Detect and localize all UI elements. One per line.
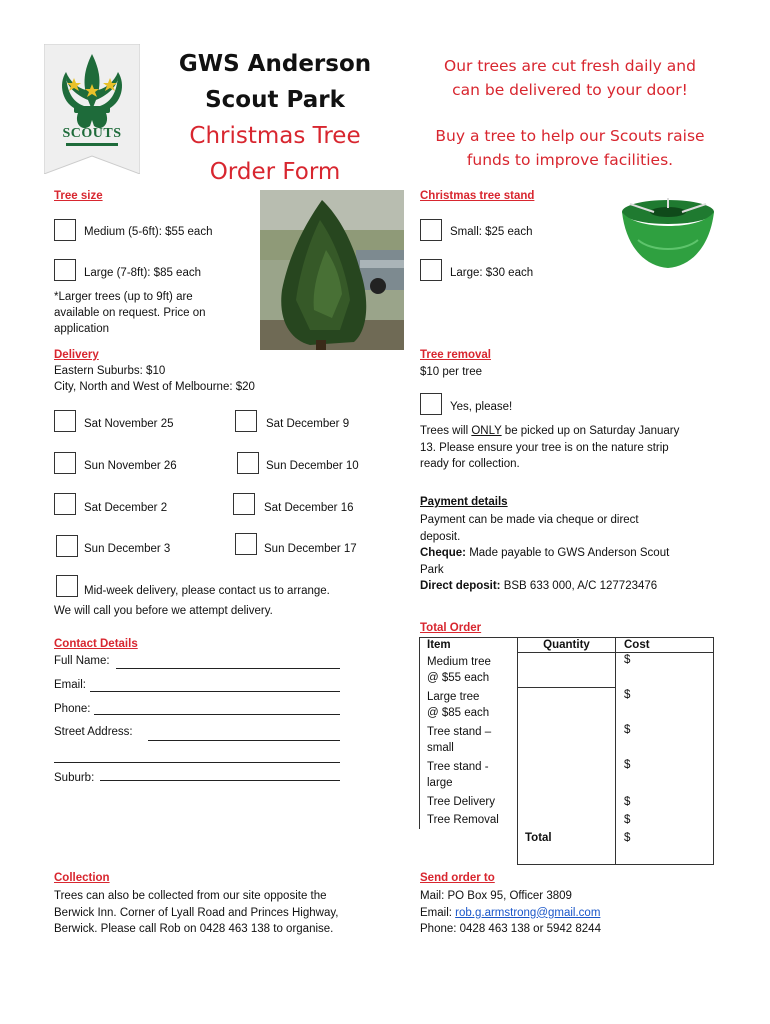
collection-body: [54, 888, 338, 938]
removal-note-line-2: 13. Please ensure your tree is on the nature strip: [420, 441, 669, 454]
cheque-label: Cheque:: [420, 547, 466, 559]
full-name-label: Full Name:: [54, 655, 110, 667]
street-field-line-2[interactable]: [54, 762, 340, 763]
item-large-l1: Large tree: [427, 690, 480, 703]
date-checkbox-sat-dec-2[interactable]: [54, 493, 76, 515]
stand-large-checkbox[interactable]: [420, 259, 442, 281]
payment-deposit: [420, 578, 669, 595]
send-email-label: Email:: [420, 906, 456, 919]
collection-line-1: Trees can also be collected from our site opposite the: [54, 890, 327, 902]
removal-heading: Tree removal: [420, 349, 491, 361]
phone-label: Phone:: [54, 703, 91, 715]
cheque-text: Made payable to GWS Anderson Scout: [466, 547, 670, 559]
stand-large-label: Large: $30 each: [450, 267, 534, 279]
order-table: [419, 637, 714, 865]
col-qty-header: Quantity: [518, 638, 616, 653]
email-label: Email:: [54, 679, 86, 691]
cost-large[interactable]: $: [616, 688, 714, 723]
logo-text: SCOUTS: [62, 126, 122, 141]
removal-note-only: ONLY: [471, 425, 502, 437]
order-row-stand-large: [420, 758, 714, 793]
removal-price: $10 per tree: [420, 366, 483, 378]
col-cost-header: Cost: [616, 638, 714, 653]
date-label-sat-dec-16: Sat December 16: [264, 502, 354, 514]
order-row-large: [420, 688, 714, 723]
street-label: Street Address:: [54, 726, 133, 738]
removal-note-pre: Trees will: [420, 425, 472, 437]
order-row-medium: [420, 653, 714, 688]
payment-cheque: [420, 545, 669, 562]
delivery-eastern: Eastern Suburbs: $10: [54, 365, 166, 377]
suburb-field[interactable]: [100, 780, 340, 781]
cost-removal[interactable]: $: [616, 811, 714, 829]
page-title: [150, 46, 400, 190]
item-stand-small-l2: small: [427, 742, 454, 754]
send-phone: Phone: 0428 463 138 or 5942 8244: [420, 923, 601, 935]
deposit-label: Direct deposit:: [420, 580, 501, 592]
subtitle-line-2: Order Form: [209, 159, 341, 185]
collection-line-3: Berwick. Please call Rob on 0428 463 138 to organise.: [54, 923, 334, 935]
payment-heading: Payment details: [420, 496, 508, 508]
stand-small-checkbox[interactable]: [420, 219, 442, 241]
midweek-checkbox[interactable]: [56, 575, 78, 597]
removal-note-post: be picked up on Saturday January: [501, 425, 680, 437]
collection-line-2: Berwick Inn. Corner of Lyall Road and Princes Highway,: [54, 906, 339, 919]
qty-stand-large-input[interactable]: [518, 758, 616, 793]
total-label: Total: [518, 829, 616, 865]
large-tree-checkbox[interactable]: [54, 259, 76, 281]
tagline-fresh-line-2: can be delivered to your door!: [452, 81, 688, 99]
order-row-total: [420, 829, 714, 865]
date-label-sun-nov-26: Sun November 26: [84, 460, 177, 472]
date-checkbox-sun-dec-10[interactable]: [237, 452, 259, 474]
title-line-1: GWS Anderson: [178, 51, 372, 77]
logo-underline: [66, 143, 118, 146]
date-checkbox-sat-nov-25[interactable]: [54, 410, 76, 432]
call-note: We will call you before we attempt delivery.: [54, 605, 273, 617]
order-item-large: [420, 688, 518, 723]
email-field[interactable]: [90, 691, 340, 692]
date-checkbox-sun-dec-3[interactable]: [56, 535, 78, 557]
stand-heading: Christmas tree stand: [420, 190, 535, 202]
cost-medium[interactable]: $: [616, 653, 714, 688]
date-label-sun-dec-17: Sun December 17: [264, 543, 357, 555]
order-item-medium: [420, 653, 518, 688]
order-row-removal: [420, 811, 714, 829]
qty-removal-input[interactable]: [518, 811, 616, 829]
date-label-sat-dec-9: Sat December 9: [266, 418, 350, 430]
order-item-removal: Tree Removal: [420, 811, 518, 829]
cost-stand-small[interactable]: $: [616, 723, 714, 758]
subtitle-line-1: Christmas Tree: [189, 123, 361, 149]
removal-note: [420, 423, 679, 473]
col-item-header: Item: [420, 638, 518, 653]
date-checkbox-sun-dec-17[interactable]: [235, 533, 257, 555]
contact-heading: Contact Details: [54, 638, 138, 650]
delivery-heading: Delivery: [54, 349, 99, 361]
date-label-sun-dec-10: Sun December 10: [266, 460, 359, 472]
payment-body: [420, 512, 669, 595]
medium-tree-label: Medium (5-6ft): $55 each: [84, 226, 213, 238]
send-email-link[interactable]: rob.g.armstrong@gmail.com: [455, 906, 601, 919]
delivery-city: City, North and West of Melbourne: $20: [54, 381, 255, 393]
qty-large-input[interactable]: [518, 688, 616, 723]
order-table-wrap: [419, 637, 714, 865]
street-field[interactable]: [148, 740, 340, 741]
large-tree-label: Large (7-8ft): $85 each: [84, 267, 201, 279]
midweek-label: Mid-week delivery, please contact us to arrange.: [84, 585, 330, 597]
item-large-l2: @ $85 each: [427, 707, 490, 719]
item-medium-l2: @ $55 each: [427, 672, 490, 684]
note-line-2: available on request. Price on: [54, 307, 206, 319]
removal-note-line-1: [420, 423, 679, 440]
date-label-sat-dec-2: Sat December 2: [84, 502, 168, 514]
date-checkbox-sat-dec-16[interactable]: [233, 493, 255, 515]
scouts-logo: [44, 44, 140, 174]
send-heading: Send order to: [420, 872, 495, 884]
send-email-line: [420, 905, 601, 922]
send-body: [420, 888, 601, 938]
tagline-fundraise-line-1: Buy a tree to help our Scouts raise: [435, 127, 705, 145]
payment-line-2: deposit.: [420, 530, 461, 543]
tagline-fresh: [410, 54, 730, 102]
item-medium-l1: Medium tree: [427, 655, 491, 668]
item-stand-large-l1: Tree stand -: [427, 760, 489, 773]
date-label-sun-dec-3: Sun December 3: [84, 543, 171, 555]
suburb-label: Suburb:: [54, 772, 95, 784]
order-row-stand-small: [420, 723, 714, 758]
order-header-row: [420, 638, 714, 653]
title-line-2: Scout Park: [205, 87, 345, 113]
date-checkbox-sat-dec-9[interactable]: [235, 410, 257, 432]
total-cost[interactable]: $: [616, 829, 714, 865]
tagline-fresh-line-1: Our trees are cut fresh daily and: [444, 57, 696, 75]
total-blank: [420, 829, 518, 865]
tagline-fundraise-line-2: funds to improve facilities.: [466, 151, 674, 169]
qty-medium-input[interactable]: [518, 653, 616, 688]
collection-heading: Collection: [54, 872, 110, 884]
note-line-3: application: [54, 323, 109, 335]
item-stand-small-l1: Tree stand –: [427, 725, 492, 738]
deposit-text: BSB 633 000, A/C 127723476: [500, 580, 658, 592]
qty-stand-small-input[interactable]: [518, 723, 616, 758]
note-line-1: *Larger trees (up to 9ft) are: [54, 291, 193, 303]
full-name-field[interactable]: [116, 668, 340, 669]
removal-note-line-3: ready for collection.: [420, 458, 520, 470]
order-item-stand-small: [420, 723, 518, 758]
order-item-stand-large: [420, 758, 518, 793]
cost-delivery[interactable]: $: [616, 793, 714, 811]
removal-yes-checkbox[interactable]: [420, 393, 442, 415]
tree-photo: [260, 190, 404, 350]
larger-trees-note: [54, 289, 206, 337]
item-stand-large-l2: large: [427, 777, 453, 789]
date-checkbox-sun-nov-26[interactable]: [54, 452, 76, 474]
tree-size-heading: Tree size: [54, 190, 103, 202]
order-item-delivery: Tree Delivery: [420, 793, 518, 811]
order-row-delivery: [420, 793, 714, 811]
stand-small-label: Small: $25 each: [450, 226, 533, 238]
payment-cheque-line-2: Park: [420, 563, 444, 576]
order-heading: Total Order: [420, 622, 482, 634]
stand-photo: [608, 190, 728, 276]
date-label-sat-nov-25: Sat November 25: [84, 418, 174, 430]
payment-line-1: Payment can be made via cheque or direct: [420, 514, 639, 526]
tagline-fundraise: [410, 124, 730, 172]
send-mail: Mail: PO Box 95, Officer 3809: [420, 890, 572, 902]
phone-field[interactable]: [94, 714, 340, 715]
medium-tree-checkbox[interactable]: [54, 219, 76, 241]
cost-stand-large[interactable]: $: [616, 758, 714, 793]
qty-delivery-input[interactable]: [518, 793, 616, 811]
removal-yes-label: Yes, please!: [450, 401, 513, 413]
